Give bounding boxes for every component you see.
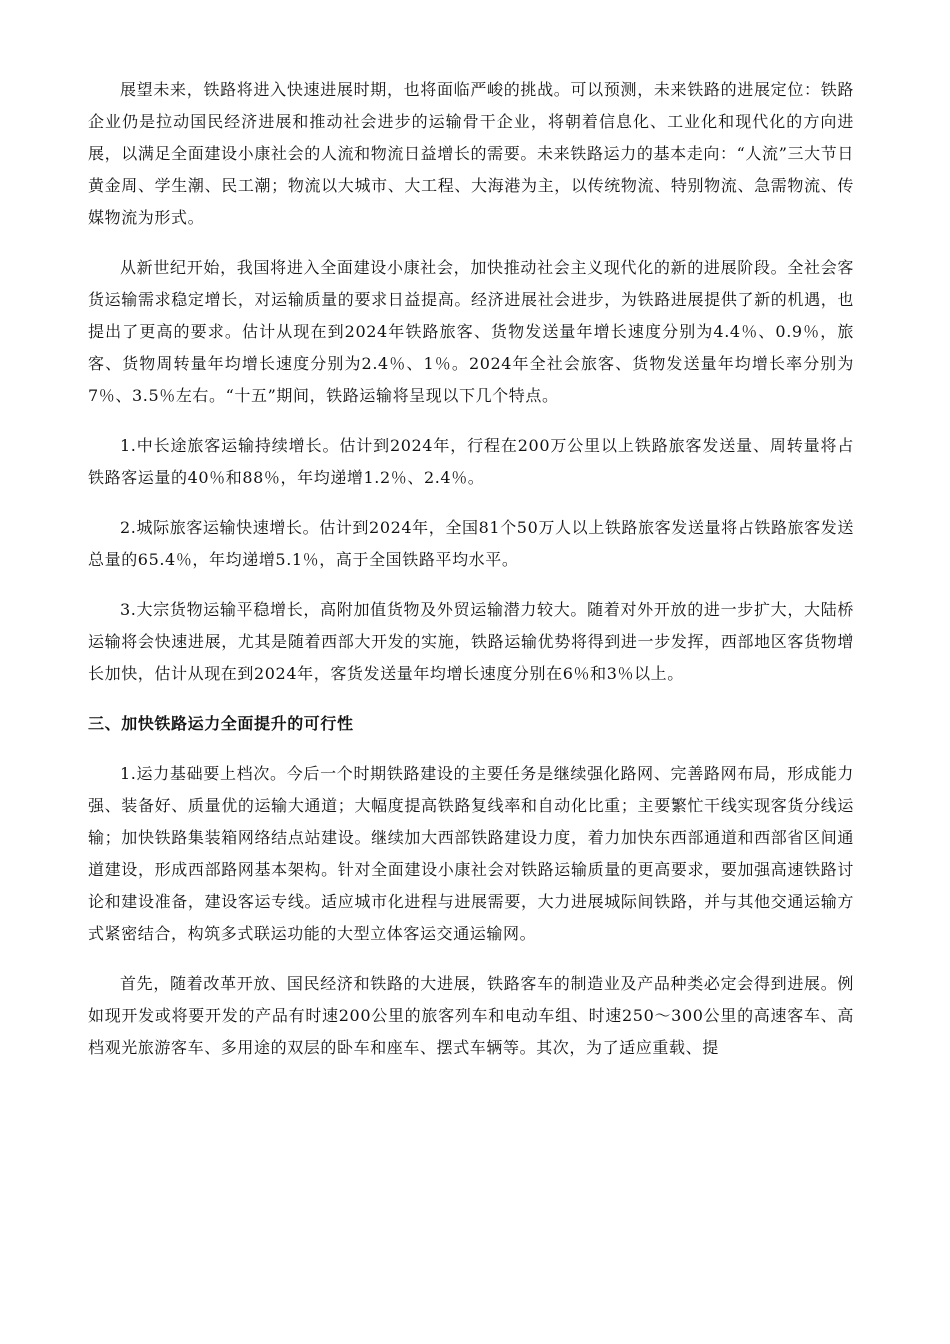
- list-item-intercity-passenger: 2.城际旅客运输快速增长。估计到2024年，全国81个50万人以上铁路旅客发送量将占铁路旅客发送总量的65.4％，年均递增5.1％，高于全国铁路平均水平。: [88, 518, 854, 569]
- list-item-long-distance-passenger: 1.中长途旅客运输持续增长。估计到2024年，行程在200万公里以上铁路旅客发送量、周转量将占铁路客运量的40％和88％，年均递增1.2％、2.4％。: [88, 436, 854, 487]
- paragraph-demand-forecast: 从新世纪开始，我国将进入全面建设小康社会，加快推动社会主义现代化的新的进展阶段。全社会客货运输需求稳定增长，对运输质量的要求日益提高。经济进展社会进步，为铁路进展提供了新的机遇，也提出了更高的要求。估计从现在到2024年铁路旅客、货物发送量年增长速度分别为4.4％、0.9％，旅客、货物周转量年均增长速度分别为2.4％、1％。2024年全社会旅客、货物发送量年均增长率分别为7％、3.5％左右。“十五”期间，铁路运输将呈现以下几个特点。: [88, 258, 854, 405]
- paragraph-passenger-cars: 首先，随着改革开放、国民经济和铁路的大进展，铁路客车的制造业及产品种类必定会得到进展。例如现开发或将要开发的产品有时速200公里的旅客列车和电动车组、时速250～300公里的高速客车、高档观光旅游客车、多用途的双层的卧车和座车、摆式车辆等。其次，为了适应重载、提: [88, 974, 854, 1057]
- list-item-bulk-freight: 3.大宗货物运输平稳增长，高附加值货物及外贸运输潜力较大。随着对外开放的进一步扩大，大陆桥运输将会快速进展，尤其是随着西部大开发的实施，铁路运输优势将得到进一步发挥，西部地区客货物增长加快，估计从现在到2024年，客货发送量年均增长速度分别在6％和3％以上。: [88, 600, 854, 683]
- section-heading: 三、加快铁路运力全面提升的可行性: [88, 714, 354, 733]
- paragraph-capacity-foundation: 1.运力基础要上档次。今后一个时期铁路建设的主要任务是继续强化路网、完善路网布局，形成能力强、装备好、质量优的运输大通道；大幅度提高铁路复线率和自动化比重；主要繁忙干线实现客货分线运输；加快铁路集装箱网络结点站建设。继续加大西部铁路建设力度，着力加快东西部通道和西部省区间通道建设，形成西部路网基本架构。针对全面建设小康社会对铁路运输质量的更高要求，要加强高速铁路讨论和建设准备，建设客运专线。适应城市化进程与进展需要，大力进展城际间铁路，并与其他交通运输方式紧密结合，构筑多式联运功能的大型立体客运交通运输网。: [88, 764, 854, 943]
- paragraph-outlook: 展望未来，铁路将进入快速进展时期，也将面临严峻的挑战。可以预测，未来铁路的进展定位：铁路企业仍是拉动国民经济进展和推动社会进步的运输骨干企业，将朝着信息化、工业化和现代化的方向进展，以满足全面建设小康社会的人流和物流日益增长的需要。未来铁路运力的基本走向：“人流”三大节日黄金周、学生潮、民工潮；物流以大城市、大工程、大海港为主，以传统物流、特别物流、急需物流、传媒物流为形式。: [88, 80, 854, 227]
